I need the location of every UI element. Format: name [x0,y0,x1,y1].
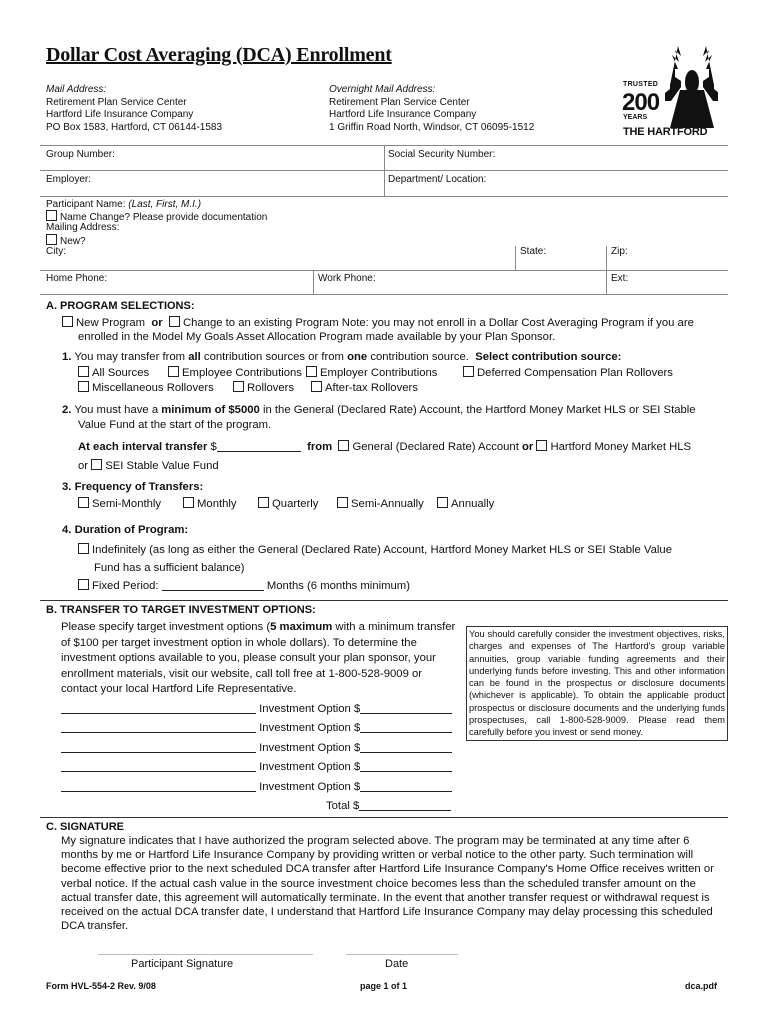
source-checkbox[interactable] [311,381,322,392]
investment-option-name-field[interactable] [61,741,256,753]
total-row: Total $ [326,799,451,812]
investment-option-amount-field[interactable] [360,760,452,772]
date-line[interactable] [346,954,458,955]
indefinitely-text-cont: Fund has a sufficient balance) [94,562,245,574]
frequency-checkbox[interactable] [258,497,269,508]
indefinitely-option[interactable]: Indefinitely (as long as either the General (Declared Rate) Account, Hartford Money Market HLS or SEI Stable Value [78,543,672,556]
ssn-label: Social Security Number: [388,149,496,160]
overnight-address-line: Hartford Life Insurance Company [329,109,477,120]
signature-line[interactable] [98,954,313,955]
sei-checkbox[interactable] [91,459,102,470]
frequency-option[interactable]: Annually [437,497,494,510]
zip-label: Zip: [611,246,628,257]
logo-years: YEARS [623,114,648,121]
participant-signature-label: Participant Signature [131,958,234,970]
money-market-checkbox[interactable] [536,440,547,451]
source-option[interactable]: After-tax Rollovers [311,381,418,394]
fixed-period-field[interactable] [162,579,264,591]
mail-address [46,84,222,134]
change-program-note: enrolled in the Model My Goals Asset Allocation Program made available by your Plan Sponsor. [78,331,556,343]
state-label: State: [520,246,547,257]
hartford-logo [618,44,718,140]
overnight-address-line: 1 Griffin Road North, Windsor, CT 06095-1512 [329,121,535,133]
investment-option-name-field[interactable] [61,780,256,792]
mail-address-line: Retirement Plan Service Center [46,96,187,108]
item-2-text: 2. You must have a minimum of $5000 in the General (Declared Rate) Account, the Hartford Money Market HLS or SEI Stable [62,404,696,416]
mail-address-line: Hartford Life Insurance Company [46,109,194,120]
new-program-checkbox[interactable] [62,316,73,327]
section-b-heading: B. TRANSFER TO TARGET INVESTMENT OPTIONS: [46,604,316,616]
source-checkbox[interactable] [306,366,317,377]
new-address-checkbox[interactable] [46,234,57,245]
date-label: Date [385,958,409,970]
mailing-address-label: Mailing Address: [46,222,120,233]
frequency-checkbox[interactable] [437,497,448,508]
investment-option-name-field[interactable] [61,760,256,772]
work-phone-label: Work Phone: [318,273,376,284]
investment-option-name-field[interactable] [61,702,256,714]
investment-option-row: Investment Option $ [61,721,452,734]
investment-notice: You should carefully consider the investment objectives, risks, charges and expenses of The Hartford's group variable annuities, group variable funding agreements and their underlying funds before investing. This and other information can be found in the prospectus or disclosure documents (whichever is applicable). To obtain the applicable product prospectus or disclosure documents and the underlying funds prospectuses, call 1-800-528-9009. Please read them carefully before you invest or send money. [466,626,728,741]
source-checkbox[interactable] [78,366,89,377]
participant-name-label: Participant Name: (Last, First, M.I.) [46,199,202,210]
investment-option-row: Investment Option $ [61,702,452,715]
overnight-address-line: Retirement Plan Service Center [329,96,470,108]
program-type-row: New Program or Change to an existing Program Note: you may not enroll in a Dollar Cost Averaging Program if you are [62,316,694,329]
source-option[interactable]: Employee Contributions [168,366,302,379]
fixed-period-checkbox[interactable] [78,579,89,590]
frequency-checkbox[interactable] [337,497,348,508]
investment-option-amount-field[interactable] [360,702,452,714]
logo-brand: THE HARTFORD [623,126,708,138]
ext-label: Ext: [611,273,629,284]
source-option[interactable]: Employer Contributions [306,366,437,379]
source-option[interactable]: Deferred Compensation Plan Rollovers [463,366,673,379]
logo-trusted: TRUSTED [623,81,659,88]
signature-authorization-text: My signature indicates that I have authorized the program selected above. The program may be terminated at any time after 6 months by me or Hartford Life Insurance Company by providing written or verbal notice to the other party. Such termination will become effective prior to the next scheduled DCA transfer after Hartford Life Insurance Company's Home Office receives written or verbal notice. If the actual cash value in the source investment choice becomes less than the scheduled transfer amount on the actual transfer date, this agreement will automatically terminate. In the event that another transfer request or withdrawal request is received on the actual DCA transfer date, I understand that Hartford Life Insurance Company may delay processing this scheduled DCA transfer. [61,835,714,933]
sei-row: or SEI Stable Value Fund [78,460,219,472]
total-amount-field[interactable] [359,799,451,811]
source-checkbox[interactable] [463,366,474,377]
city-label: City: [46,246,66,257]
name-change-row: Name Change? Please provide documentation [46,210,267,223]
source-option[interactable]: Rollovers [233,381,294,394]
mail-address-heading: Mail Address: [46,84,107,95]
file-name: dca.pdf [685,981,718,991]
source-checkbox[interactable] [78,381,89,392]
change-program-checkbox[interactable] [169,316,180,327]
section-a-heading: A. PROGRAM SELECTIONS: [46,300,195,312]
section-b-intro: Please specify target investment options (5 maximum with a minimum transfer of $100 per target investment option in whole dollars). To determine the investment options available to you, please consult your plan sponsor, your enrollment materials, visit our website, call toll free at 1-800-528-9009 or contact your local Hartford Life Representative. [61,621,456,696]
name-change-checkbox[interactable] [46,210,57,221]
home-phone-label: Home Phone: [46,273,108,284]
frequency-option[interactable]: Quarterly [258,497,318,510]
overnight-address-heading: Overnight Mail Address: [329,84,436,95]
page-number: page 1 of 1 [360,981,408,991]
form-number: Form HVL-554-2 Rev. 9/08 [46,981,156,991]
item-2-text-cont: Value Fund at the start of the program. [78,419,272,431]
section-c-heading: C. SIGNATURE [46,821,125,833]
item-4-heading: 4. Duration of Program: [62,524,189,536]
frequency-option[interactable]: Semi-Annually [337,497,424,510]
item-3-heading: 3. Frequency of Transfers: [62,481,204,493]
group-number-label: Group Number: [46,149,115,160]
interval-amount-field[interactable] [217,440,301,452]
page-title: Dollar Cost Averaging (DCA) Enrollment [46,44,392,66]
department-label: Department/ Location: [388,174,487,185]
investment-option-amount-field[interactable] [360,741,452,753]
frequency-option[interactable]: Semi-Monthly [78,497,161,510]
item-1-text: 1. You may transfer from all contribution sources or from one contribution source. Select contribution source: [62,351,622,363]
investment-option-row: Investment Option $ [61,760,452,773]
fixed-period-option: Fixed Period: Months (6 months minimum) [78,579,410,592]
source-option[interactable]: Miscellaneous Rollovers [78,381,214,394]
employer-label: Employer: [46,174,92,185]
source-checkbox[interactable] [233,381,244,392]
overnight-address [329,84,534,134]
logo-200: 200 [622,89,660,116]
source-checkbox[interactable] [168,366,179,377]
investment-option-amount-field[interactable] [360,721,452,733]
frequency-checkbox[interactable] [183,497,194,508]
investment-option-row: Investment Option $ [61,741,452,754]
frequency-option[interactable]: Monthly [183,497,237,510]
investment-option-amount-field[interactable] [360,780,452,792]
investment-option-row: Investment Option $ [61,780,452,793]
investment-option-name-field[interactable] [61,721,256,733]
frequency-checkbox[interactable] [78,497,89,508]
indefinitely-checkbox[interactable] [78,543,89,554]
mail-address-line: PO Box 1583, Hartford, CT 06144-1583 [46,121,223,133]
source-option[interactable]: All Sources [78,366,149,379]
general-account-checkbox[interactable] [338,440,349,451]
interval-transfer-row: At each interval transfer $ from General (Declared Rate) Account or Hartford Money Market HLS [78,441,692,453]
new-address-row: New? [46,234,86,247]
